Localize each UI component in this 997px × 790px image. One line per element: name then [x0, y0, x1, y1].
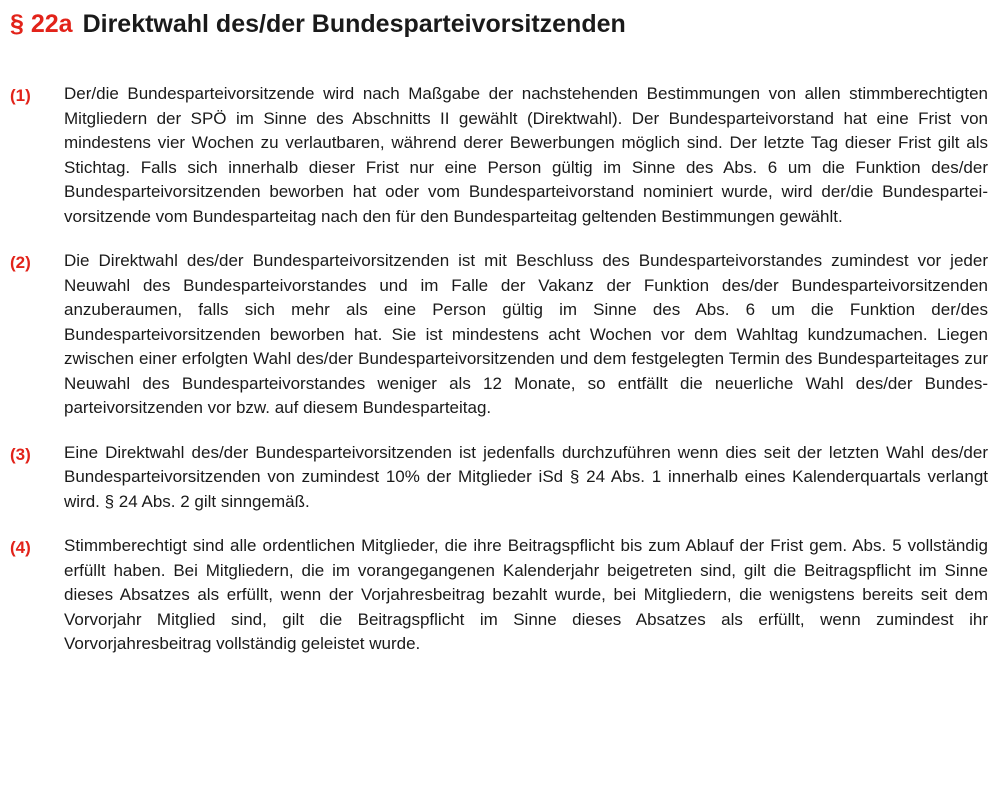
paragraph-text: Die Direktwahl des/der Bundesparteivorsitzenden ist mit Beschluss des Bundesparteivorstandes zumindest vor jeder Neuwahl des Bundesparteivorstandes und im Falle der Vakanz der Funktion des/der Bundesparteivorsitzenden anzuberaumen, falls sich mehr als eine Person gültig im Sinne des Abs. 6 um die Funktion der/des Bundesparteivorsitzenden beworben hat. Sie ist mindestens acht Wochen vor dem Wahltag kundzumachen. Liegen zwischen einer erfolgten Wahl des/der Bundesparteivorsitzenden und dem festgelegten Termin des Bundesparteitages zur Neuwahl des Bundesparteivorstandes weniger als 12 Monate, so entfällt die neuerliche Wahl des/der Bundesparteivorsitzenden vor bzw. auf diesem Bundesparteitag. — [64, 251, 988, 417]
section-title: Direktwahl des/der Bundesparteivorsitzenden — [82, 10, 626, 38]
paragraph-text: Der/die Bundesparteivorsitzende wird nach Maßgabe der nachstehenden Bestimmungen von allen stimmberechtigten Mitgliedern der SPÖ im Sinne des Abschnitts II gewählt (Direktwahl). Der Bundesparteivorstand hat eine Frist von mindestens vier Wochen zu verlautbaren, während derer Bewerbungen möglich sind. Der letzte Tag dieser Frist gilt als Stichtag. Falls sich innerhalb dieser Frist nur eine Person gültig im Sinne des Abs. 6 um die Funktion des/der Bundesparteivorsitzenden beworben hat oder vom Bundesparteivorstand nominiert wurde, wird der/die Bundesparteivorsitzende vom Bundesparteitag nach den für den Bundesparteitag geltenden Bestimmungen gewählt. — [64, 84, 988, 226]
paragraph-number: (3) — [10, 444, 31, 464]
paragraph-number: (2) — [10, 253, 31, 272]
paragraph-2 — [10, 249, 988, 421]
paragraph-number: (1) — [10, 86, 31, 105]
paragraph-1 — [10, 82, 988, 229]
paragraph-text: Eine Direktwahl des/der Bundesparteivorsitzenden ist jedenfalls durchzuführen wenn dies seit der letzten Wahl des/der Bundesparteivorsitzenden von zumindest 10% der Mitglieder iSd § 24 Abs. 1 innerhalb eines Kalenderquartals verlangt wird. § 24 Abs. 2 gilt sinngemäß. — [64, 442, 988, 511]
section-heading — [10, 10, 626, 39]
paragraph-number: (4) — [10, 538, 31, 557]
paragraph-4 — [10, 534, 988, 657]
section-number: § 22a — [10, 10, 73, 38]
paragraph-text: Stimmberechtigt sind alle ordentlichen Mitglieder, die ihre Beitragspflicht bis zum Ablauf der Frist gem. Abs. 5 vollständig erfüllt haben. Bei Mitgliedern, die im vorangegangenen Kalenderjahr beigetreten sind, gilt die Beitragspflicht im Sinne dieses Absatzes als erfüllt, wenn der Vorjahresbeitrag bezahlt wurde, bei Mitgliedern, die wenigstens bereits seit dem Vorvorjahr Mitglied sind, gilt die Beitragspflicht im Sinne dieses Absatzes als erfüllt, wenn zumindest ihr Vorvorjahresbeitrag vollständig geleistet wurde. — [64, 536, 988, 653]
paragraph-3 — [10, 441, 988, 515]
paragraph-list — [10, 82, 988, 677]
